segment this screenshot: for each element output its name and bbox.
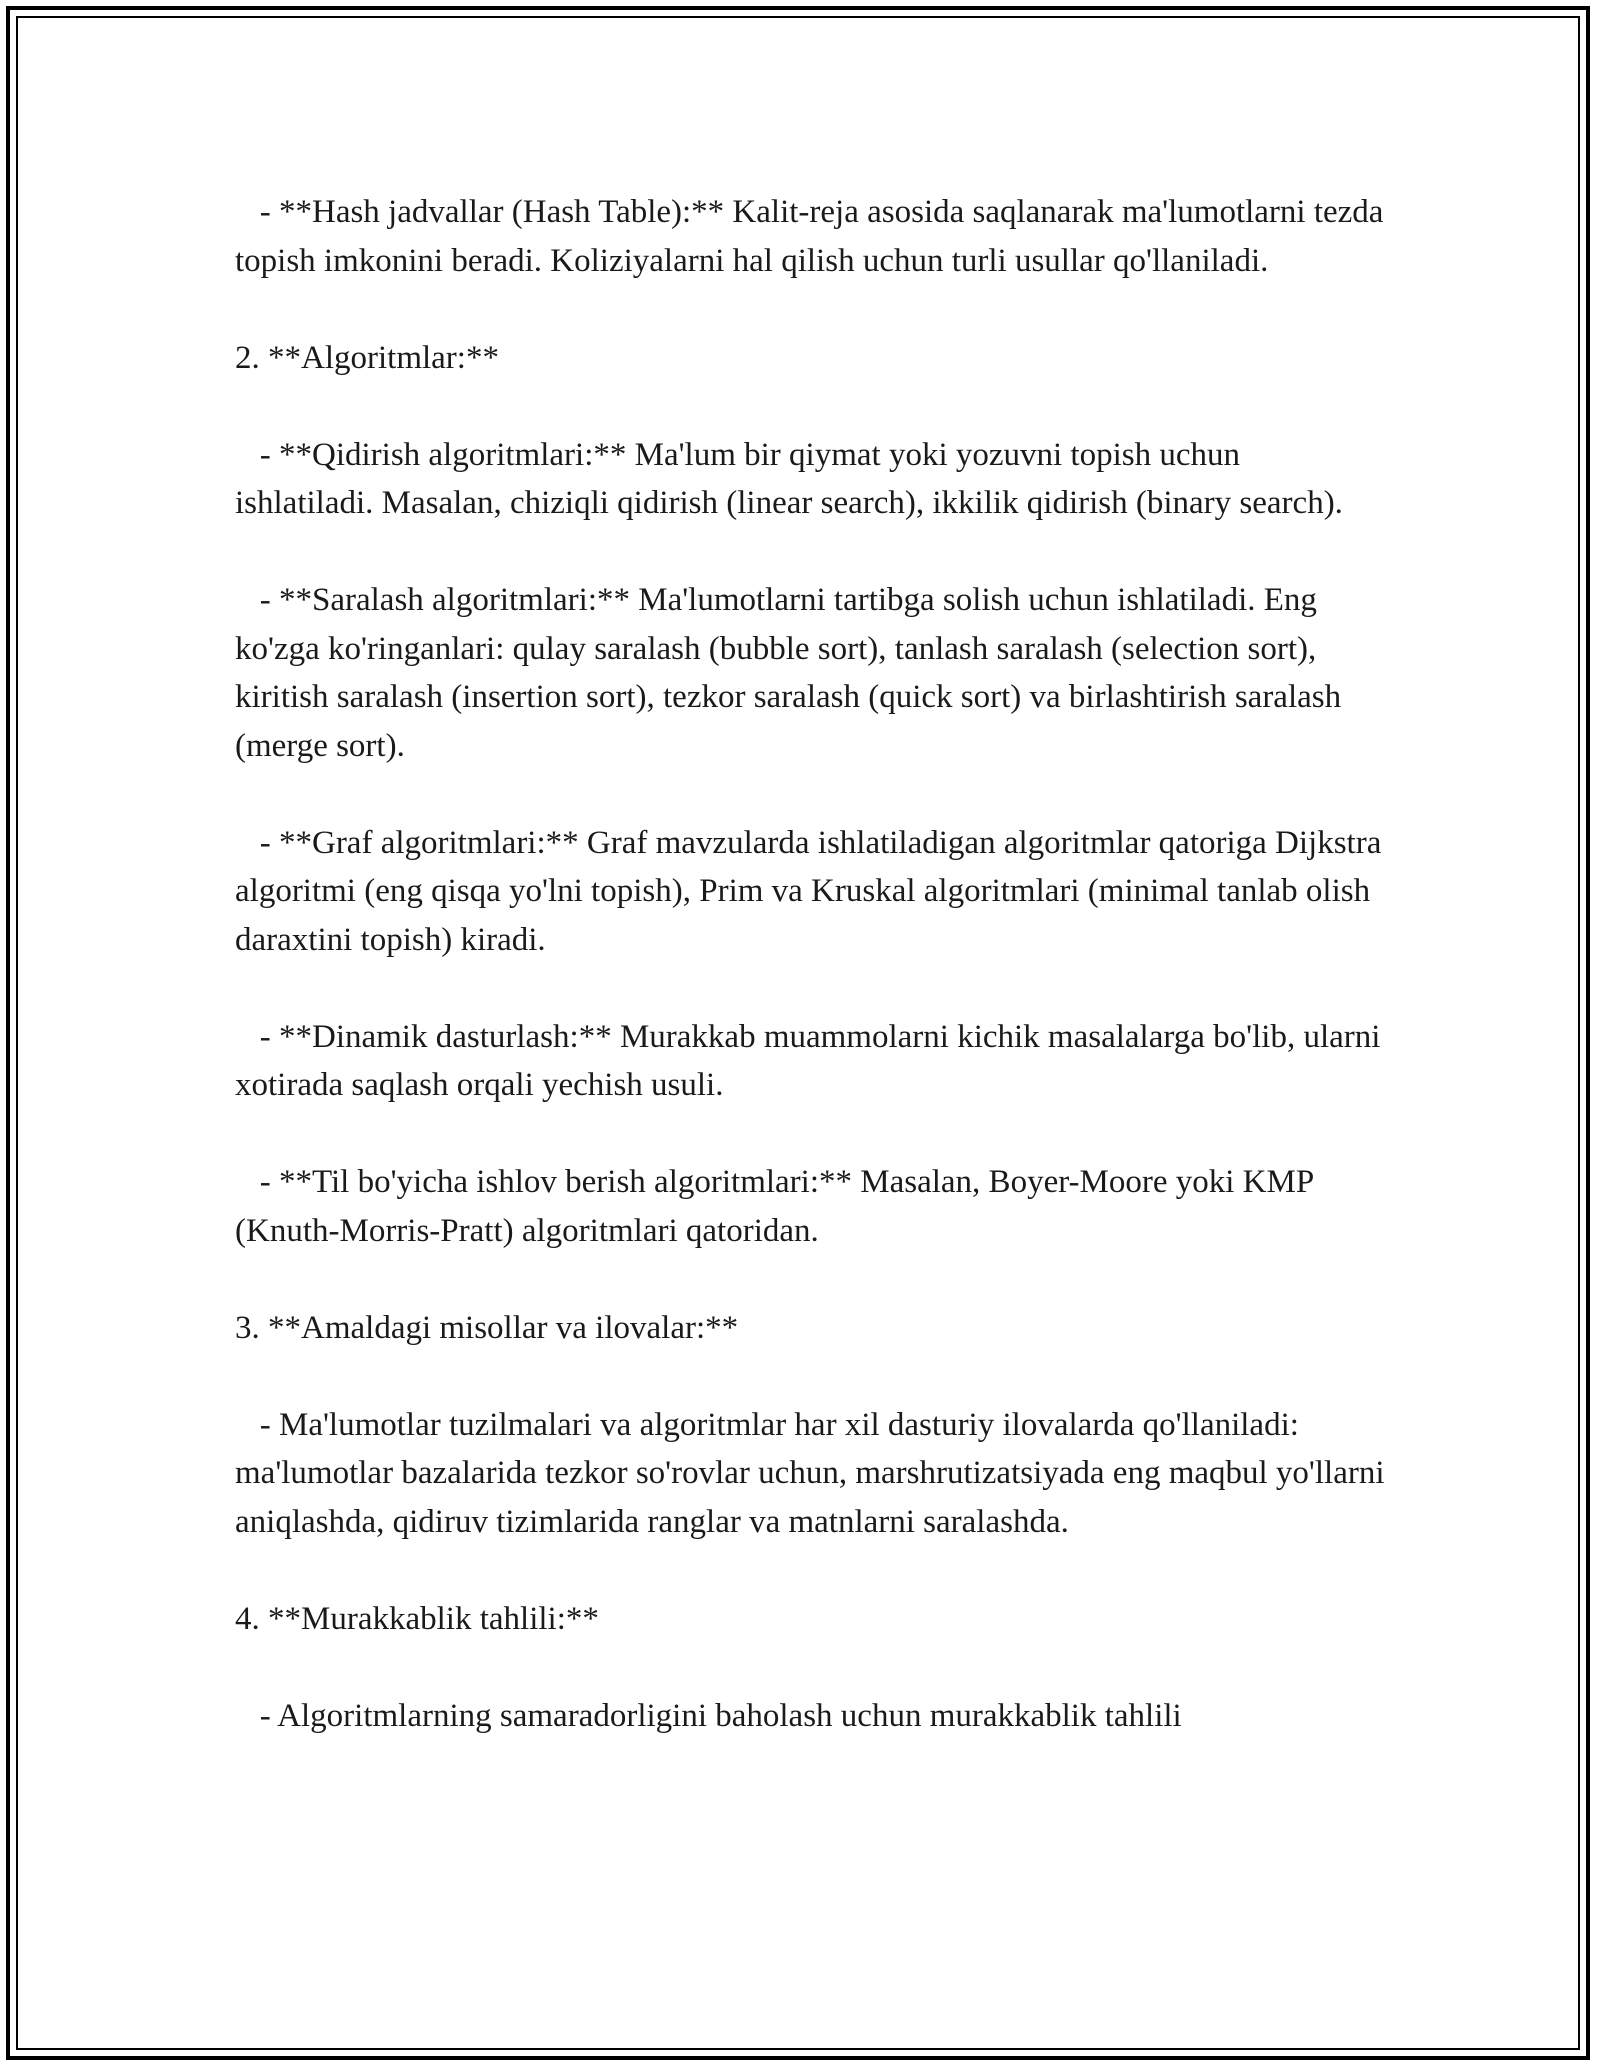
- paragraph-saralash: - **Saralash algoritmlari:** Ma'lumotlarni tartibga solish uchun ishlatiladi. Eng ko'zga ko'ringanlari: qulay saralash (bubble sort), tanlash saralash (selection sort), kiritish saralash (insertion sort), tezkor saralash (quick sort) va birlashtirish saralash (merge sort).: [235, 582, 1350, 764]
- paragraph-murakkablik: - Algoritmlarning samaradorligini baholash uchun murakkablik tahlili: [235, 1697, 1182, 1734]
- paragraph-ilovalar: - Ma'lumotlar tuzilmalari va algoritmlar har xil dasturiy ilovalarda qo'llaniladi: ma'lumotlar bazalarida tezkor so'rovlar uchun, marshrutizatsiyada eng maqbul yo'llarni aniqlashda, qidiruv tizimlarida ranglar va matnlarni saralashda.: [235, 1406, 1393, 1540]
- heading-algoritmlar: 2. **Algoritmlar:**: [235, 339, 499, 376]
- paragraph-hash-table: - **Hash jadvallar (Hash Table):** Kalit-reja asosida saqlanarak ma'lumotlarni tezda topish imkonini beradi. Koliziyalarni hal qilish uchun turli usullar qo'llaniladi.: [235, 194, 1392, 279]
- document-body: [235, 188, 1393, 1740]
- paragraph-graf: - **Graf algoritmlari:** Graf mavzularda ishlatiladigan algoritmlar qatoriga Dijkstra algoritmi (eng qisqa yo'lni topish), Prim va Kruskal algoritmlari (minimal tanlab olish daraxtini topish) kiradi.: [235, 824, 1390, 958]
- paragraph-dinamik: - **Dinamik dasturlash:** Murakkab muammolarni kichik masalalarga bo'lib, ularni xotirada saqlash orqali yechish usuli.: [235, 1018, 1389, 1103]
- paragraph-til: - **Til bo'yicha ishlov berish algoritmlari:** Masalan, Boyer-Moore yoki KMP (Knuth-Morris-Pratt) algoritmlari qatoridan.: [235, 1164, 1322, 1249]
- heading-murakkablik: 4. **Murakkablik tahlili:**: [235, 1600, 599, 1637]
- paragraph-qidirish: - **Qidirish algoritmlari:** Ma'lum bir qiymat yoki yozuvni topish uchun ishlatiladi. Masalan, chiziqli qidirish (linear search), ikkilik qidirish (binary search).: [235, 436, 1343, 521]
- heading-amaldagi-misollar: 3. **Amaldagi misollar va ilovalar:**: [235, 1309, 739, 1346]
